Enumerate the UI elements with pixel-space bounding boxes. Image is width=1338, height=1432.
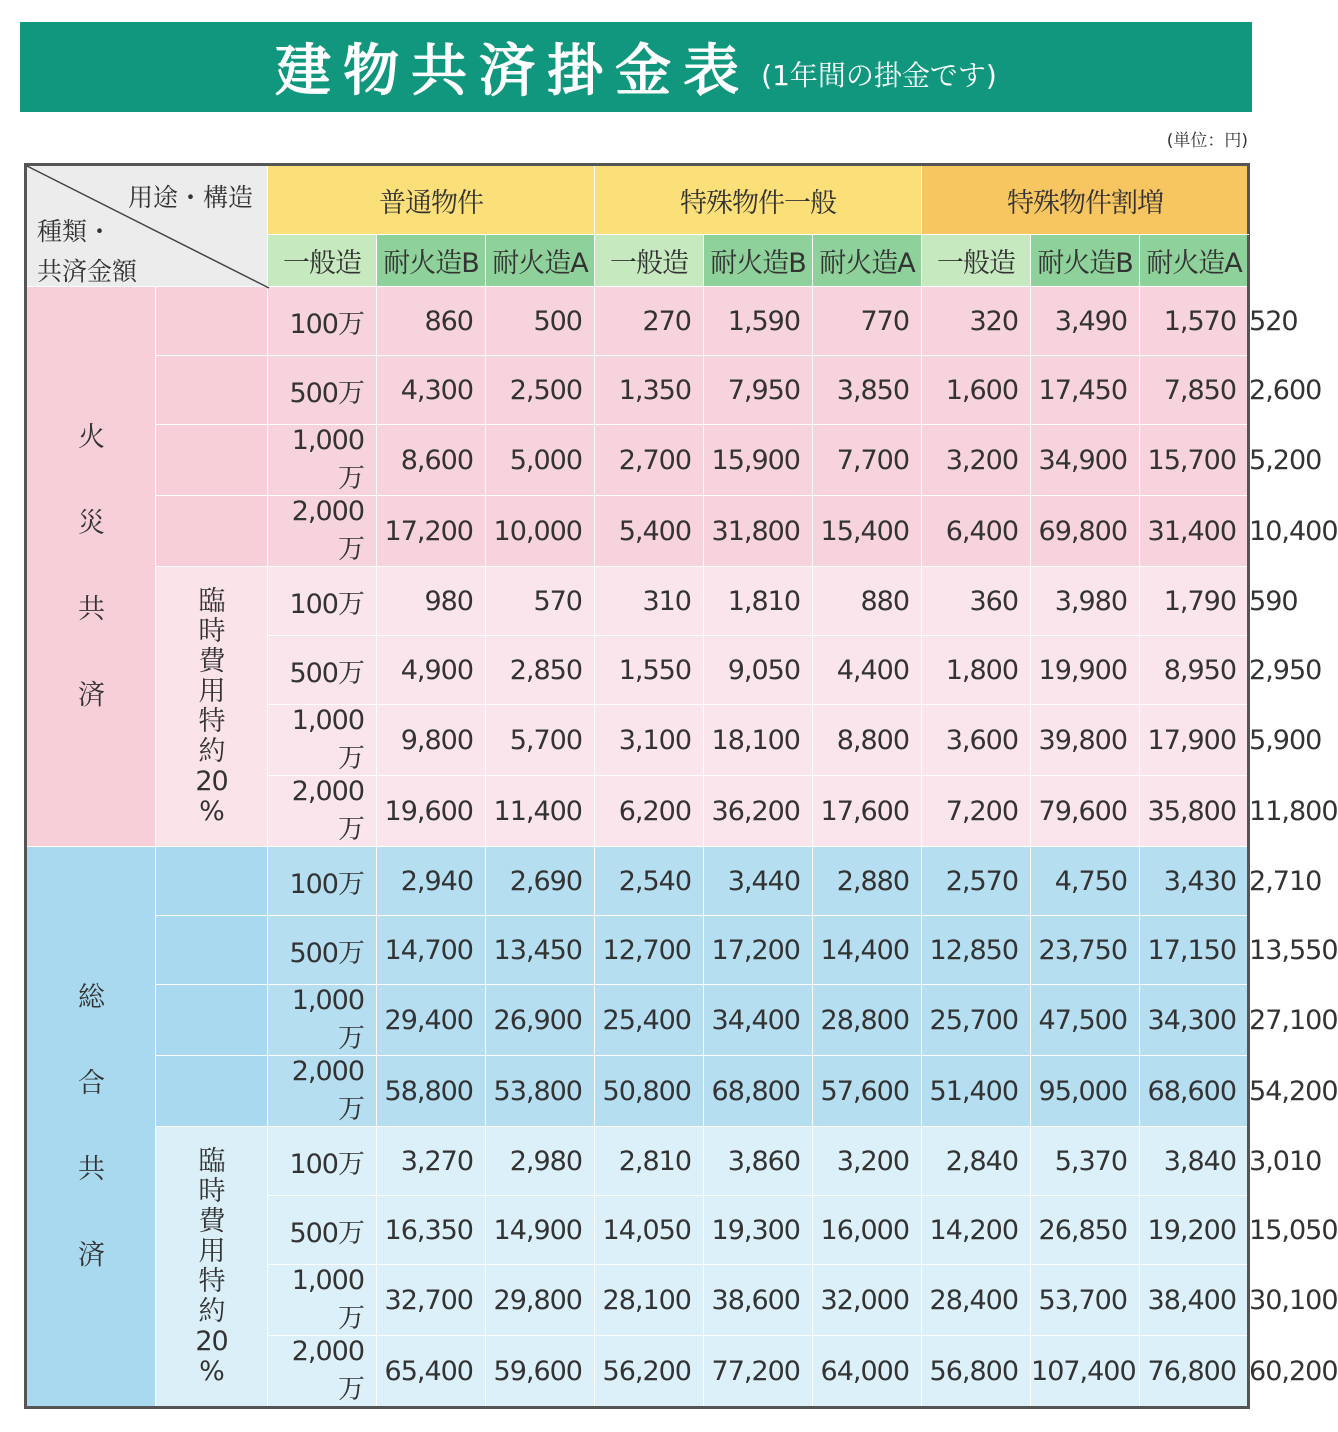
premium-value: 32,700 <box>377 1265 486 1336</box>
coverage-amount: 1,000万 <box>268 705 377 776</box>
premium-value: 50,800 <box>595 1056 704 1127</box>
premium-value: 8,800 <box>813 705 922 776</box>
premium-value: 64,000 <box>813 1336 922 1408</box>
special-rider-char: 時 <box>198 615 225 647</box>
table-row: 臨 時 費 用 特 約 20 % 100万 980 570 310 1,810 880 360 3,980 1,790 590 <box>26 567 1249 636</box>
premium-value: 28,100 <box>595 1265 704 1336</box>
premium-value: 16,000 <box>813 1196 922 1265</box>
coverage-amount: 500万 <box>268 356 377 425</box>
premium-value: 500 <box>486 287 595 356</box>
sub-header: 一般造 <box>922 235 1031 287</box>
premium-value: 25,700 <box>922 985 1031 1056</box>
special-rider-char: 特 <box>198 1265 225 1297</box>
premium-value: 28,800 <box>813 985 922 1056</box>
section-type-char: 火 <box>78 421 104 453</box>
premium-value: 2,850 <box>486 636 595 705</box>
table-row: 1,000万 8,600 5,000 2,700 15,900 7,700 3,200 34,900 15,700 5,200 <box>26 425 1249 496</box>
coverage-amount: 100万 <box>268 1127 377 1196</box>
premium-value: 2,810 <box>595 1127 704 1196</box>
premium-value: 26,850 <box>1031 1196 1140 1265</box>
group-header: 特殊物件一般 <box>595 165 922 235</box>
premium-value: 2,540 <box>595 847 704 916</box>
special-rider-char: 約 <box>198 735 225 767</box>
premium-value: 59,600 <box>486 1336 595 1408</box>
premium-value: 2,690 <box>486 847 595 916</box>
table-row: 火 災 共 済 100万 860 500 270 1,590 770 320 3,490 1,570 520 <box>26 287 1249 356</box>
corner-label-type: 種類・ <box>37 217 113 246</box>
premium-value: 18,100 <box>704 705 813 776</box>
special-rider-label <box>156 1127 268 1408</box>
page-title: 建物共済掛金表 <box>275 39 752 104</box>
premium-value: 14,900 <box>486 1196 595 1265</box>
premium-value: 56,200 <box>595 1336 704 1408</box>
premium-value: 32,000 <box>813 1265 922 1336</box>
table-row: 2,000万 17,200 10,000 5,400 31,800 15,400 6,400 69,800 31,400 10,400 <box>26 496 1249 567</box>
table-row: 1,000万 9,800 5,700 3,100 18,100 8,800 3,600 39,800 17,900 5,900 <box>26 705 1249 776</box>
premium-value: 570 <box>486 567 595 636</box>
group-header: 普通物件 <box>268 165 595 235</box>
premium-value: 69,800 <box>1031 496 1140 567</box>
premium-value: 310 <box>595 567 704 636</box>
premium-value: 56,800 <box>922 1336 1031 1408</box>
premium-value: 68,800 <box>704 1056 813 1127</box>
premium-value: 1,790 <box>1140 567 1249 636</box>
coverage-amount: 2,000万 <box>268 1056 377 1127</box>
row-spacer <box>156 985 268 1056</box>
table-row: 500万 14,700 13,450 12,700 17,200 14,400 12,850 23,750 17,150 13,550 <box>26 916 1249 985</box>
premium-value: 17,450 <box>1031 356 1140 425</box>
premium-value: 107,400 <box>1031 1336 1140 1408</box>
special-rider-char: 費 <box>198 1205 225 1237</box>
premium-value: 4,400 <box>813 636 922 705</box>
special-rider-label <box>156 567 268 847</box>
premium-value: 31,400 <box>1140 496 1249 567</box>
premium-value: 17,150 <box>1140 916 1249 985</box>
premium-value: 770 <box>813 287 922 356</box>
coverage-amount: 100万 <box>268 287 377 356</box>
premium-value: 7,700 <box>813 425 922 496</box>
table-row: 臨 時 費 用 特 約 20 % 100万 3,270 2,980 2,810 3,860 3,200 2,840 5,370 3,840 3,010 <box>26 1127 1249 1196</box>
premium-value: 51,400 <box>922 1056 1031 1127</box>
premium-value: 26,900 <box>486 985 595 1056</box>
premium-value: 19,600 <box>377 776 486 847</box>
premium-value: 1,570 <box>1140 287 1249 356</box>
premium-value: 23,750 <box>1031 916 1140 985</box>
sub-header: 耐火造B <box>704 235 813 287</box>
premium-value: 980 <box>377 567 486 636</box>
coverage-amount: 2,000万 <box>268 776 377 847</box>
premium-value: 8,950 <box>1140 636 1249 705</box>
premium-value: 19,900 <box>1031 636 1140 705</box>
section-type-char: 共 <box>78 593 104 625</box>
corner-label-usage: 用途・構造 <box>127 183 253 212</box>
premium-value: 9,050 <box>704 636 813 705</box>
premium-value: 5,370 <box>1031 1127 1140 1196</box>
sub-header: 耐火造B <box>377 235 486 287</box>
table-row: 2,000万 19,600 11,400 6,200 36,200 17,600 7,200 79,600 35,800 11,800 <box>26 776 1249 847</box>
special-rider-char: 用 <box>198 1235 225 1267</box>
coverage-amount: 100万 <box>268 567 377 636</box>
premium-value: 1,800 <box>922 636 1031 705</box>
premium-value: 29,800 <box>486 1265 595 1336</box>
table-row: 500万 4,300 2,500 1,350 7,950 3,850 1,600 17,450 7,850 2,600 <box>26 356 1249 425</box>
premium-value: 2,840 <box>922 1127 1031 1196</box>
premium-value: 14,050 <box>595 1196 704 1265</box>
table-row: 500万 16,350 14,900 14,050 19,300 16,000 14,200 26,850 19,200 15,050 <box>26 1196 1249 1265</box>
premium-value: 270 <box>595 287 704 356</box>
premium-value: 12,700 <box>595 916 704 985</box>
sub-header: 耐火造A <box>813 235 922 287</box>
special-rider-char: 20 <box>195 1325 228 1357</box>
premium-value: 3,430 <box>1140 847 1249 916</box>
premium-value: 5,400 <box>595 496 704 567</box>
table-row: 総 合 共 済 100万 2,940 2,690 2,540 3,440 2,880 2,570 4,750 3,430 2,710 <box>26 847 1249 916</box>
special-rider-char: 費 <box>198 645 225 677</box>
premium-value: 1,810 <box>704 567 813 636</box>
table-row: 500万 4,900 2,850 1,550 9,050 4,400 1,800 19,900 8,950 2,950 <box>26 636 1249 705</box>
premium-value: 4,300 <box>377 356 486 425</box>
premium-value: 15,900 <box>704 425 813 496</box>
premium-value: 860 <box>377 287 486 356</box>
premium-value: 25,400 <box>595 985 704 1056</box>
premium-value: 17,900 <box>1140 705 1249 776</box>
section-type-char: 済 <box>78 1239 104 1271</box>
table-row: 2,000万 58,800 53,800 50,800 68,800 57,600 51,400 95,000 68,600 54,200 <box>26 1056 1249 1127</box>
premium-value: 5,000 <box>486 425 595 496</box>
coverage-amount: 100万 <box>268 847 377 916</box>
premium-value: 2,940 <box>377 847 486 916</box>
sub-header: 耐火造B <box>1031 235 1140 287</box>
coverage-amount: 500万 <box>268 1196 377 1265</box>
premium-value: 36,200 <box>704 776 813 847</box>
premium-value: 3,200 <box>813 1127 922 1196</box>
premium-value: 2,570 <box>922 847 1031 916</box>
premium-value: 68,600 <box>1140 1056 1249 1127</box>
premium-value: 7,950 <box>704 356 813 425</box>
premium-value: 35,800 <box>1140 776 1249 847</box>
premium-value: 4,900 <box>377 636 486 705</box>
premium-value: 360 <box>922 567 1031 636</box>
row-spacer <box>156 356 268 425</box>
section-type-char: 合 <box>78 1067 104 1099</box>
premium-value: 7,200 <box>922 776 1031 847</box>
premium-value: 6,200 <box>595 776 704 847</box>
row-spacer <box>156 1056 268 1127</box>
group-header: 特殊物件割増 <box>922 165 1249 235</box>
premium-value: 19,200 <box>1140 1196 1249 1265</box>
premium-value: 3,980 <box>1031 567 1140 636</box>
special-rider-char: % <box>199 795 224 827</box>
premium-value: 12,850 <box>922 916 1031 985</box>
premium-value: 17,200 <box>704 916 813 985</box>
table-row: 2,000万 65,400 59,600 56,200 77,200 64,000 56,800 107,400 76,800 60,200 <box>26 1336 1249 1408</box>
premium-value: 4,750 <box>1031 847 1140 916</box>
premium-value: 3,100 <box>595 705 704 776</box>
premium-value: 77,200 <box>704 1336 813 1408</box>
premium-value: 2,980 <box>486 1127 595 1196</box>
premium-value: 7,850 <box>1140 356 1249 425</box>
special-rider-char: 特 <box>198 705 225 737</box>
row-spacer <box>156 425 268 496</box>
unit-note: (単位：円) <box>1166 131 1248 151</box>
row-spacer <box>156 847 268 916</box>
premium-value: 34,400 <box>704 985 813 1056</box>
premium-value: 1,550 <box>595 636 704 705</box>
premium-value: 2,700 <box>595 425 704 496</box>
premium-value: 15,700 <box>1140 425 1249 496</box>
row-spacer <box>156 916 268 985</box>
premium-value: 3,200 <box>922 425 1031 496</box>
section-type-label <box>26 287 156 847</box>
premium-value: 13,450 <box>486 916 595 985</box>
section-type-label <box>26 847 156 1408</box>
premium-value: 31,800 <box>704 496 813 567</box>
special-rider-char: 臨 <box>198 1145 225 1177</box>
special-rider-char: 臨 <box>198 585 225 617</box>
table-corner-header <box>26 165 268 287</box>
premium-value: 6,400 <box>922 496 1031 567</box>
special-rider-char: % <box>199 1355 224 1387</box>
premium-value: 14,400 <box>813 916 922 985</box>
coverage-amount: 1,000万 <box>268 1265 377 1336</box>
page-subtitle: (1年間の掛金です) <box>761 59 997 92</box>
premium-value: 320 <box>922 287 1031 356</box>
coverage-amount: 1,000万 <box>268 425 377 496</box>
premium-value: 38,400 <box>1140 1265 1249 1336</box>
premium-value: 47,500 <box>1031 985 1140 1056</box>
premium-value: 2,500 <box>486 356 595 425</box>
special-rider-char: 20 <box>195 765 228 797</box>
sub-header: 耐火造A <box>486 235 595 287</box>
premium-value: 1,600 <box>922 356 1031 425</box>
table-row: 1,000万 29,400 26,900 25,400 34,400 28,800 25,700 47,500 34,300 27,100 <box>26 985 1249 1056</box>
premium-value: 28,400 <box>922 1265 1031 1336</box>
section-type-char: 共 <box>78 1153 104 1185</box>
premium-value: 16,350 <box>377 1196 486 1265</box>
premium-value: 39,800 <box>1031 705 1140 776</box>
premium-table <box>24 163 1338 1409</box>
premium-value: 57,600 <box>813 1056 922 1127</box>
coverage-amount: 500万 <box>268 916 377 985</box>
premium-value: 880 <box>813 567 922 636</box>
premium-value: 3,440 <box>704 847 813 916</box>
premium-value: 5,700 <box>486 705 595 776</box>
special-rider-char: 約 <box>198 1295 225 1327</box>
premium-value: 95,000 <box>1031 1056 1140 1127</box>
premium-value: 58,800 <box>377 1056 486 1127</box>
premium-value: 38,600 <box>704 1265 813 1336</box>
sub-header: 一般造 <box>595 235 704 287</box>
premium-value: 2,880 <box>813 847 922 916</box>
premium-value: 3,850 <box>813 356 922 425</box>
premium-value: 9,800 <box>377 705 486 776</box>
premium-value: 34,300 <box>1140 985 1249 1056</box>
table-body <box>26 287 1338 1408</box>
premium-value: 11,400 <box>486 776 595 847</box>
coverage-amount: 500万 <box>268 636 377 705</box>
premium-value: 17,600 <box>813 776 922 847</box>
premium-value: 15,400 <box>813 496 922 567</box>
title-bar <box>20 22 1252 112</box>
special-rider-char: 用 <box>198 675 225 707</box>
sub-header: 耐火造A <box>1140 235 1249 287</box>
coverage-amount: 2,000万 <box>268 1336 377 1408</box>
table-row: 1,000万 32,700 29,800 28,100 38,600 32,000 28,400 53,700 38,400 30,100 <box>26 1265 1249 1336</box>
premium-value: 1,350 <box>595 356 704 425</box>
premium-value: 53,700 <box>1031 1265 1140 1336</box>
premium-value: 3,860 <box>704 1127 813 1196</box>
premium-value: 76,800 <box>1140 1336 1249 1408</box>
premium-value: 10,000 <box>486 496 595 567</box>
premium-value: 29,400 <box>377 985 486 1056</box>
premium-value: 53,800 <box>486 1056 595 1127</box>
premium-value: 3,600 <box>922 705 1031 776</box>
section-type-char: 災 <box>78 507 104 539</box>
coverage-amount: 2,000万 <box>268 496 377 567</box>
premium-value: 3,840 <box>1140 1127 1249 1196</box>
premium-value: 65,400 <box>377 1336 486 1408</box>
premium-value: 1,590 <box>704 287 813 356</box>
premium-value: 3,270 <box>377 1127 486 1196</box>
premium-value: 14,200 <box>922 1196 1031 1265</box>
premium-value: 3,490 <box>1031 287 1140 356</box>
coverage-amount: 1,000万 <box>268 985 377 1056</box>
premium-value: 14,700 <box>377 916 486 985</box>
section-type-char: 総 <box>78 981 104 1013</box>
premium-value: 34,900 <box>1031 425 1140 496</box>
row-spacer <box>156 287 268 356</box>
row-spacer <box>156 496 268 567</box>
corner-label-amount: 共済金額 <box>37 257 138 286</box>
sub-header: 一般造 <box>268 235 377 287</box>
special-rider-char: 時 <box>198 1175 225 1207</box>
premium-value: 19,300 <box>704 1196 813 1265</box>
premium-value: 8,600 <box>377 425 486 496</box>
section-type-char: 済 <box>78 679 104 711</box>
premium-value: 79,600 <box>1031 776 1140 847</box>
premium-value: 17,200 <box>377 496 486 567</box>
